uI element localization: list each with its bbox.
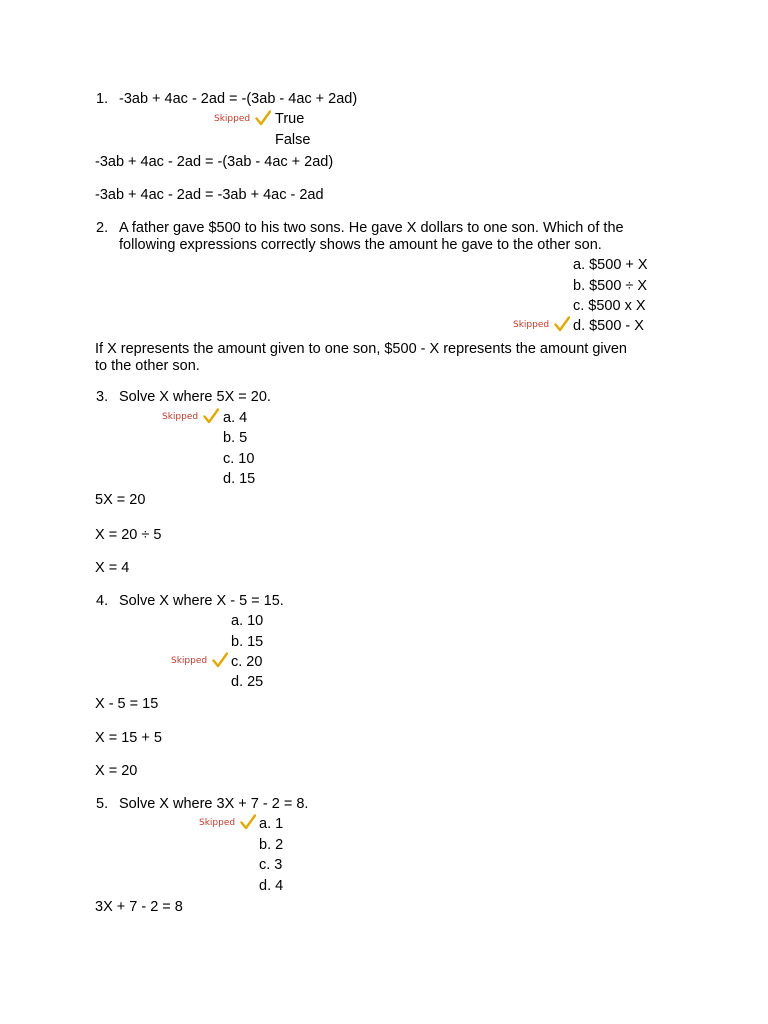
option-a[interactable]: a. $500 + X: [573, 257, 648, 273]
option-b[interactable]: b. 5: [223, 430, 248, 446]
check-icon: [203, 408, 219, 424]
option-d[interactable]: d. 25: [231, 674, 264, 690]
check-icon: [240, 814, 256, 830]
option-b[interactable]: b. 2: [259, 837, 284, 853]
option-c[interactable]: c. 3: [259, 857, 283, 873]
option-a[interactable]: a. 4: [223, 410, 248, 426]
question-number: 3.: [96, 389, 109, 405]
check-icon: [554, 316, 570, 332]
question-text: -3ab + 4ac - 2ad = -(3ab - 4ac + 2ad): [119, 91, 358, 107]
question-number: 5.: [96, 796, 109, 812]
option-a[interactable]: a. 10: [231, 613, 264, 629]
solution-line: 5X = 20: [95, 492, 146, 508]
solution-line: X = 20: [95, 763, 138, 779]
question-text: Solve X where X - 5 = 15.: [119, 593, 284, 609]
option-d[interactable]: d. $500 - X: [573, 318, 644, 334]
question-text: following expressions correctly shows the amount he gave to the other son.: [119, 237, 602, 253]
skipped-label: Skipped: [199, 818, 236, 828]
solution-line: -3ab + 4ac - 2ad = -3ab + 4ac - 2ad: [95, 187, 324, 203]
option-true[interactable]: True: [275, 111, 305, 127]
question-text: Solve X where 5X = 20.: [119, 389, 271, 405]
skipped-label: Skipped: [214, 114, 251, 124]
solution-line: -3ab + 4ac - 2ad = -(3ab - 4ac + 2ad): [95, 154, 334, 170]
option-d[interactable]: d. 4: [259, 878, 284, 894]
check-icon: [255, 110, 271, 126]
solution-line: 3X + 7 - 2 = 8: [95, 899, 183, 915]
option-d[interactable]: d. 15: [223, 471, 256, 487]
solution-line: If X represents the amount given to one son, $500 - X represents the amount given: [95, 341, 627, 357]
solution-line: to the other son.: [95, 358, 200, 374]
option-false[interactable]: False: [275, 132, 311, 148]
question-number: 4.: [96, 593, 109, 609]
question-text: Solve X where 3X + 7 - 2 = 8.: [119, 796, 309, 812]
skipped-label: Skipped: [513, 320, 550, 330]
question-number: 2.: [96, 220, 109, 236]
option-c[interactable]: c. 10: [223, 451, 255, 467]
solution-line: X = 4: [95, 560, 130, 576]
question-number: 1.: [96, 91, 109, 107]
skipped-label: Skipped: [171, 656, 208, 666]
solution-line: X - 5 = 15: [95, 696, 159, 712]
option-a[interactable]: a. 1: [259, 816, 284, 832]
check-icon: [212, 652, 228, 668]
option-c[interactable]: c. 20: [231, 654, 263, 670]
solution-line: X = 20 ÷ 5: [95, 527, 162, 543]
skipped-label: Skipped: [162, 412, 199, 422]
question-text: A father gave $500 to his two sons. He gave X dollars to one son. Which of the: [119, 220, 624, 236]
option-b[interactable]: b. 15: [231, 634, 264, 650]
option-c[interactable]: c. $500 x X: [573, 298, 646, 314]
option-b[interactable]: b. $500 ÷ X: [573, 278, 648, 294]
solution-line: X = 15 + 5: [95, 730, 162, 746]
